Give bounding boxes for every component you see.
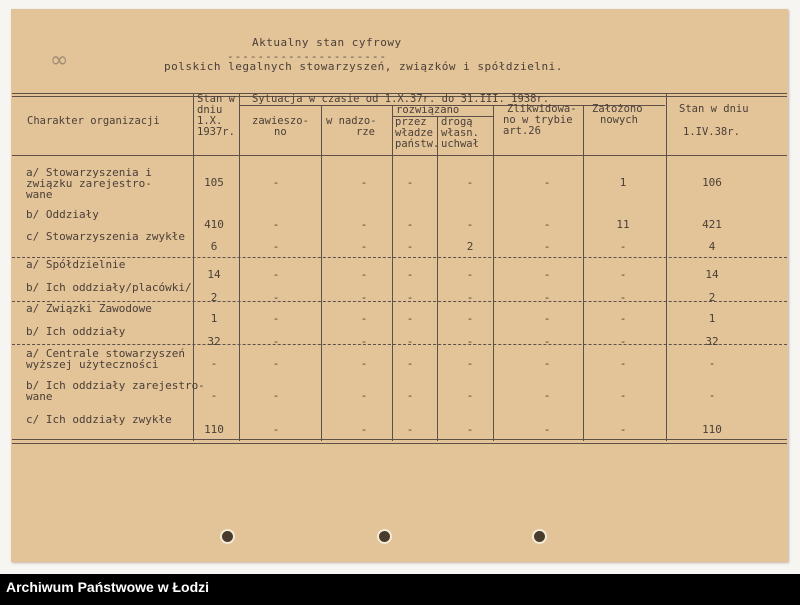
cell-przez: -: [406, 176, 414, 189]
row-label: a/ Spółdzielnie: [26, 258, 126, 271]
cell-zlikw: -: [543, 389, 551, 402]
cell-stan2: 106: [702, 176, 722, 189]
cell-zaw: -: [272, 357, 280, 370]
cell-stan1: 105: [204, 176, 224, 189]
punch-hole: [220, 529, 235, 544]
header-stan-1x: 1.X.: [197, 115, 223, 127]
cell-przez: -: [406, 312, 414, 325]
header-stan-1x: Stan w: [197, 93, 235, 105]
cell-przez: -: [406, 335, 414, 348]
cell-zlikw: -: [543, 335, 551, 348]
cell-nadz: -: [360, 291, 368, 304]
table-bottom-rule: [12, 439, 787, 440]
header-stan-1iv: 1.IV.38r.: [683, 126, 740, 138]
header-zawieszono: no: [274, 126, 287, 138]
row-label: b/ Ich oddziały/placówki/: [26, 281, 192, 294]
cell-zal: -: [619, 389, 627, 402]
cell-nadz: -: [360, 268, 368, 281]
col-divider: [437, 116, 438, 441]
cell-zlikw: -: [543, 218, 551, 231]
cell-przez: -: [406, 291, 414, 304]
header-stan-1iv: Stan w dniu: [679, 103, 749, 115]
header-sytuacja: Sytuacja w czasie od 1.X.37r. do 31.III. 1938r.: [252, 93, 550, 105]
cell-zaw: -: [272, 218, 280, 231]
header-nadzorze: w nadzo-: [326, 115, 377, 127]
cell-przez: -: [406, 389, 414, 402]
cell-droga: -: [466, 312, 474, 325]
cell-droga: -: [466, 291, 474, 304]
cell-nadz: -: [360, 423, 368, 436]
cell-stan2: 32: [705, 335, 719, 348]
cell-przez: -: [406, 218, 414, 231]
cell-stan1: 110: [204, 423, 224, 436]
cell-nadz: -: [360, 218, 368, 231]
cell-zlikw: -: [543, 240, 551, 253]
punch-hole: [377, 529, 392, 544]
cell-zlikw: -: [543, 312, 551, 325]
cell-zlikw: -: [543, 423, 551, 436]
row-label: b/ Ich oddziały zarejestro-: [26, 379, 205, 392]
archive-footer: Archiwum Państwowe w Łodzi: [0, 574, 800, 605]
document-title: Aktualny stan cyfrowy: [252, 36, 402, 49]
cell-zaw: -: [272, 389, 280, 402]
cell-zal: -: [619, 423, 627, 436]
section-divider: [12, 257, 787, 258]
header-droga: drogą: [441, 116, 473, 128]
cell-stan2: -: [708, 389, 716, 402]
row-label: b/ Oddziały: [26, 208, 99, 221]
title-underline: ---------------------: [227, 50, 388, 63]
row-label: c/ Stowarzyszenia zwykłe: [26, 230, 185, 243]
cell-zal: -: [619, 312, 627, 325]
header-zlikwidowano: art.26: [503, 125, 541, 137]
row-label: a/ Stowarzyszenia i: [26, 166, 152, 179]
cell-nadz: -: [360, 312, 368, 325]
row-label: a/ Związki Zawodowe: [26, 302, 152, 315]
cell-zal: -: [619, 240, 627, 253]
row-label: wane: [26, 188, 53, 201]
cell-zaw: -: [272, 423, 280, 436]
cell-zal: 11: [616, 218, 630, 231]
cell-stan2: 14: [705, 268, 719, 281]
header-bottom-rule: [12, 155, 787, 156]
cell-przez: -: [406, 423, 414, 436]
cell-droga: -: [466, 268, 474, 281]
cell-przez: -: [406, 268, 414, 281]
row-label: c/ Ich oddziały zwykłe: [26, 413, 172, 426]
cell-nadz: -: [360, 335, 368, 348]
row-label: związku zarejestro-: [26, 177, 152, 190]
header-droga: własn.: [441, 127, 479, 139]
col-divider: [666, 93, 667, 441]
row-label: wane: [26, 390, 53, 403]
header-charakter: Charakter organizacji: [27, 115, 160, 127]
cell-stan1: 1: [210, 312, 218, 325]
cell-zal: -: [619, 357, 627, 370]
header-przez: państw.: [395, 138, 440, 150]
header-rozwiazano: rozwiązano: [396, 104, 460, 116]
cell-droga: -: [466, 357, 474, 370]
col-divider: [239, 93, 240, 441]
cell-stan1: 6: [210, 240, 218, 253]
cell-stan2: 4: [708, 240, 716, 253]
cell-stan2: -: [708, 357, 716, 370]
cell-stan1: -: [210, 357, 218, 370]
cell-droga: -: [466, 423, 474, 436]
header-stan-1x: dniu: [197, 104, 223, 116]
cell-stan1: 410: [204, 218, 224, 231]
cell-zlikw: -: [543, 176, 551, 189]
header-zlikwidowano: no w trybie: [503, 114, 573, 126]
document-subtitle: polskich legalnych stowarzyszeń, związków i spółdzielni.: [164, 60, 563, 73]
table-bottom-rule-2: [12, 443, 787, 444]
row-label: b/ Ich oddziały: [26, 325, 126, 338]
cell-nadz: -: [360, 240, 368, 253]
cell-zlikw: -: [543, 268, 551, 281]
cell-nadz: -: [360, 357, 368, 370]
punch-hole: [532, 529, 547, 544]
cell-zaw: -: [272, 176, 280, 189]
cell-stan1: -: [210, 389, 218, 402]
cell-nadz: -: [360, 389, 368, 402]
cell-stan1: 2: [210, 291, 218, 304]
cell-droga: -: [466, 335, 474, 348]
cell-zaw: -: [272, 335, 280, 348]
col-divider: [321, 105, 322, 441]
cell-zal: -: [619, 335, 627, 348]
cell-zal: -: [619, 291, 627, 304]
header-droga: uchwał: [441, 138, 479, 150]
cell-stan2: 1: [708, 312, 716, 325]
row-label: wyższej użyteczności: [26, 358, 159, 371]
cell-przez: -: [406, 240, 414, 253]
header-przez: przez: [395, 116, 427, 128]
cell-droga: -: [466, 218, 474, 231]
cell-zaw: -: [272, 268, 280, 281]
header-zalozono: nowych: [600, 114, 638, 126]
cell-stan2: 110: [702, 423, 722, 436]
header-nadzorze: rze: [356, 126, 375, 138]
cell-zaw: -: [272, 291, 280, 304]
cell-zlikw: -: [543, 291, 551, 304]
row-label: a/ Centrale stowarzyszeń: [26, 347, 185, 360]
header-zlikwidowano: Zlikwidowa-: [507, 103, 577, 115]
cell-stan1: 14: [207, 268, 221, 281]
cell-stan2: 2: [708, 291, 716, 304]
cell-zal: 1: [619, 176, 627, 189]
cell-droga: -: [466, 176, 474, 189]
cell-stan2: 421: [702, 218, 722, 231]
cell-droga: -: [466, 389, 474, 402]
cell-nadz: -: [360, 176, 368, 189]
header-przez: władze: [395, 127, 433, 139]
cell-zal: -: [619, 268, 627, 281]
cell-zlikw: -: [543, 357, 551, 370]
cell-droga: 2: [466, 240, 474, 253]
cell-przez: -: [406, 357, 414, 370]
header-stan-1x: 1937r.: [197, 126, 235, 138]
col-divider: [583, 105, 584, 441]
col-divider: [493, 105, 494, 441]
cell-zaw: -: [272, 312, 280, 325]
cell-zaw: -: [272, 240, 280, 253]
cell-stan1: 32: [207, 335, 221, 348]
header-zalozono: Założono: [592, 103, 643, 115]
infinity-symbol: ∞: [50, 48, 69, 73]
header-zawieszono: zawieszo-: [252, 115, 309, 127]
